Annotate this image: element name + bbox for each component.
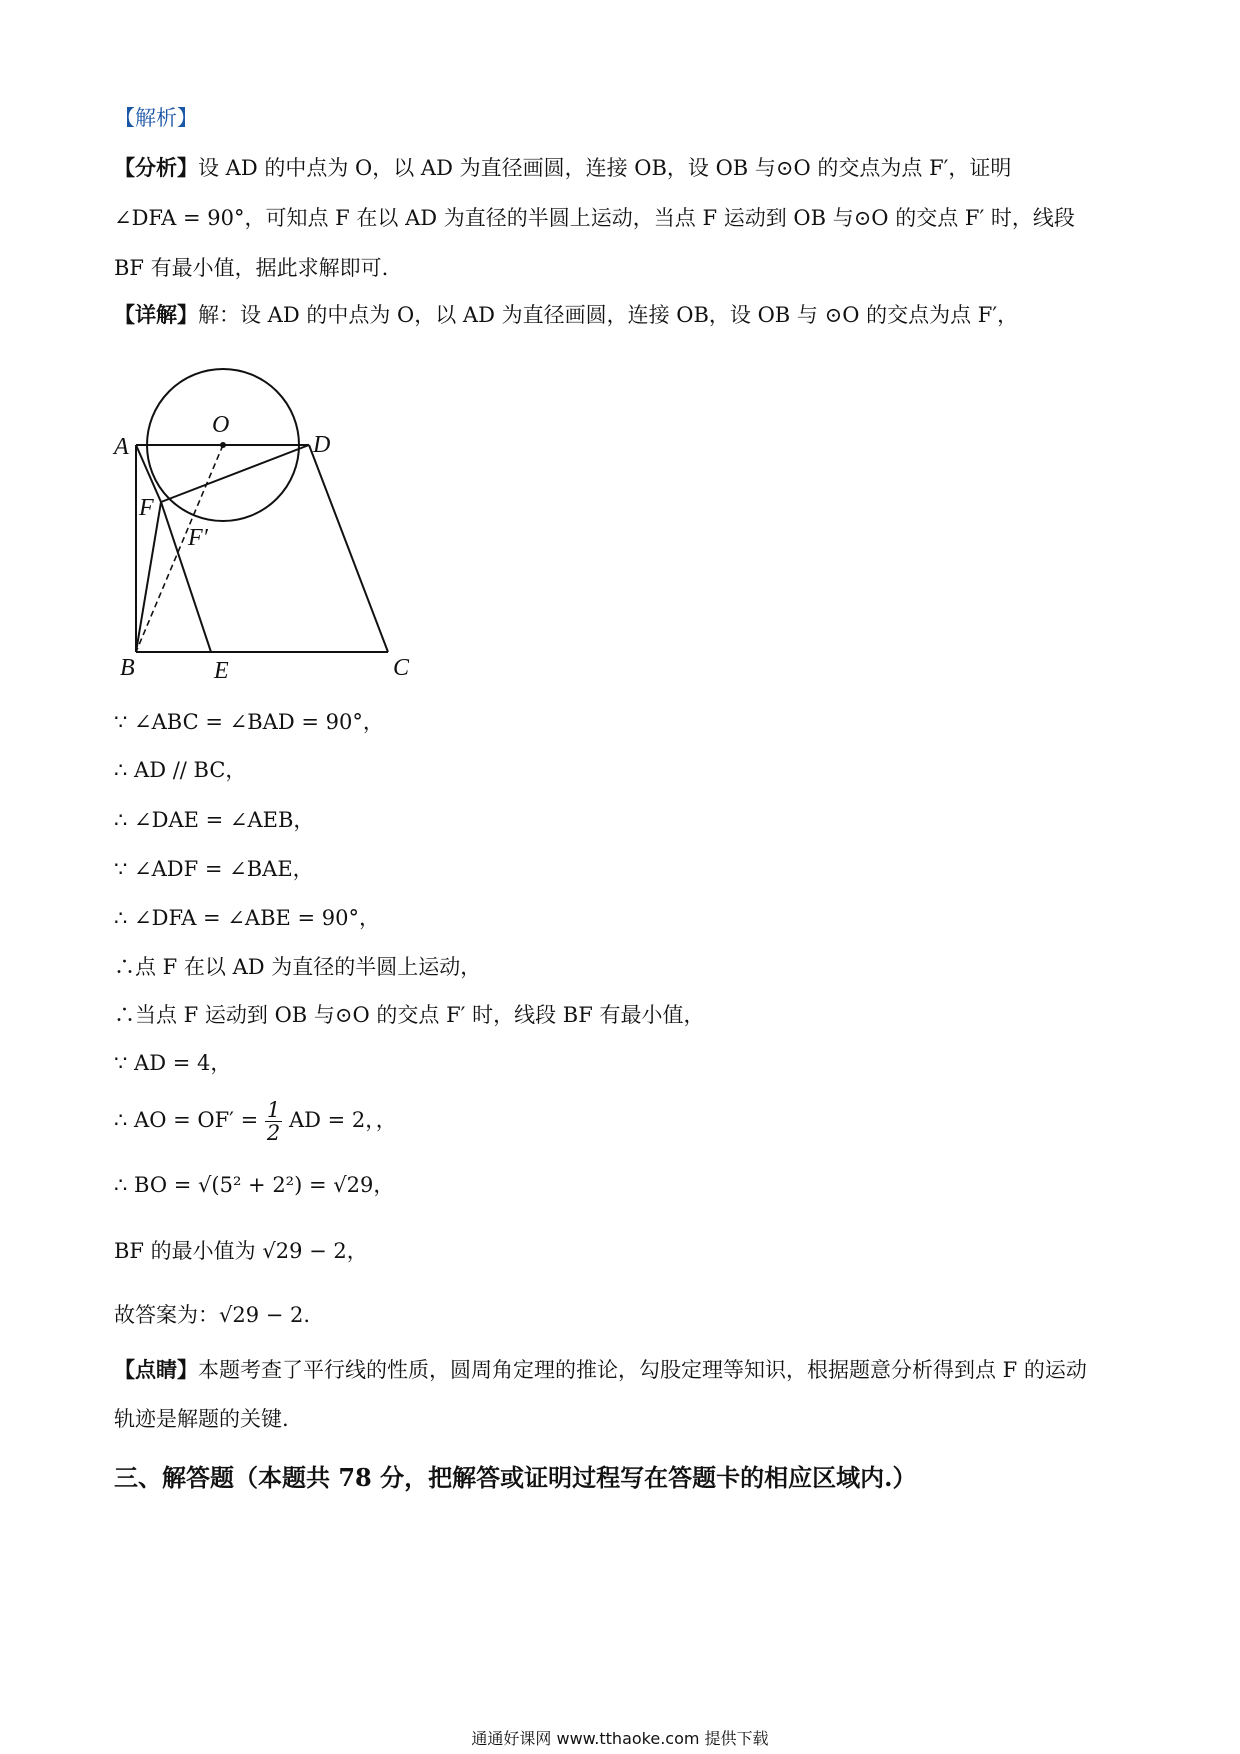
segment-fd [161,445,309,502]
segment-dc [309,445,388,652]
detail-tag: 【详解】 [114,302,198,327]
geometry-figure [110,350,440,690]
frac-prefix: ∴ AO = OF′ = [114,1108,259,1132]
point-o [220,442,226,448]
jiexi-heading: 【解析】 [114,106,198,130]
frac-numerator: 1 [266,1098,281,1122]
label-b: B [120,655,135,681]
step-2: ∴ AD // BC， [114,758,247,782]
analysis-text-1: 设 AD 的中点为 O，以 AD 为直径画圆，连接 OB，设 OB 与⊙O 的交点为点 F′，证明 [198,156,1012,180]
page-footer: 通通好课网 www.tthaoke.com 提供下载 [471,1729,769,1748]
label-f: F [139,495,154,521]
detail-line-1 [114,300,1018,330]
segment-bf [136,502,161,652]
answer-line: 故答案为：√29 − 2. [114,1303,311,1327]
step-7: ∴当点 F 运动到 OB 与⊙O 的交点 F′ 时，线段 BF 有最小值， [114,1003,705,1027]
step-5: ∴ ∠DFA = ∠ABE = 90°， [114,906,381,930]
label-e: E [214,658,229,684]
comment-line-2: 轨迹是解题的关键. [114,1407,289,1431]
label-c: C [393,655,410,681]
analysis-tag: 【分析】 [114,155,198,180]
label-a: A [114,434,129,460]
label-o: O [212,412,230,438]
step-3: ∴ ∠DAE = ∠AEB， [114,808,315,832]
analysis-line-3: BF 有最小值，据此求解即可. [114,256,389,280]
detail-text-1: 解：设 AD 的中点为 O，以 AD 为直径画圆，连接 OB，设 OB 与 ⊙O 的交点为点 F′， [198,303,1019,327]
step-8: ∵ AD = 4， [114,1051,232,1075]
label-d: D [313,432,331,458]
analysis-line-1 [114,153,1011,183]
step-bo: ∴ BO = √(5² + 2²) = √29， [114,1173,395,1197]
fraction-one-half [265,1099,282,1144]
step-fraction [114,1095,397,1145]
comment-line-1 [114,1355,1087,1385]
comment-text-1: 本题考查了平行线的性质，圆周角定理的推论，勾股定理等知识，根据题意分析得到点 F 的运动 [198,1358,1087,1382]
comment-tag: 【点睛】 [114,1357,198,1382]
segment-af [136,445,161,502]
analysis-line-2: ∠DFA = 90°，可知点 F 在以 AD 为直径的半圆上运动，当点 F 运动到 OB 与⊙O 的交点 F′ 时，线段 [114,206,1075,230]
step-4: ∵ ∠ADF = ∠BAE， [114,857,314,881]
frac-denominator: 2 [266,1121,281,1145]
step-1: ∵ ∠ABC = ∠BAD = 90°， [114,710,384,734]
step-min: BF 的最小值为 √29 − 2， [114,1239,368,1263]
section-title: 三、解答题（本题共 78 分，把解答或证明过程写在答题卡的相应区域内.） [114,1463,917,1492]
label-fprime: F′ [188,525,208,551]
frac-suffix: AD = 2，， [288,1108,397,1132]
step-6: ∴点 F 在以 AD 为直径的半圆上运动， [114,955,482,979]
